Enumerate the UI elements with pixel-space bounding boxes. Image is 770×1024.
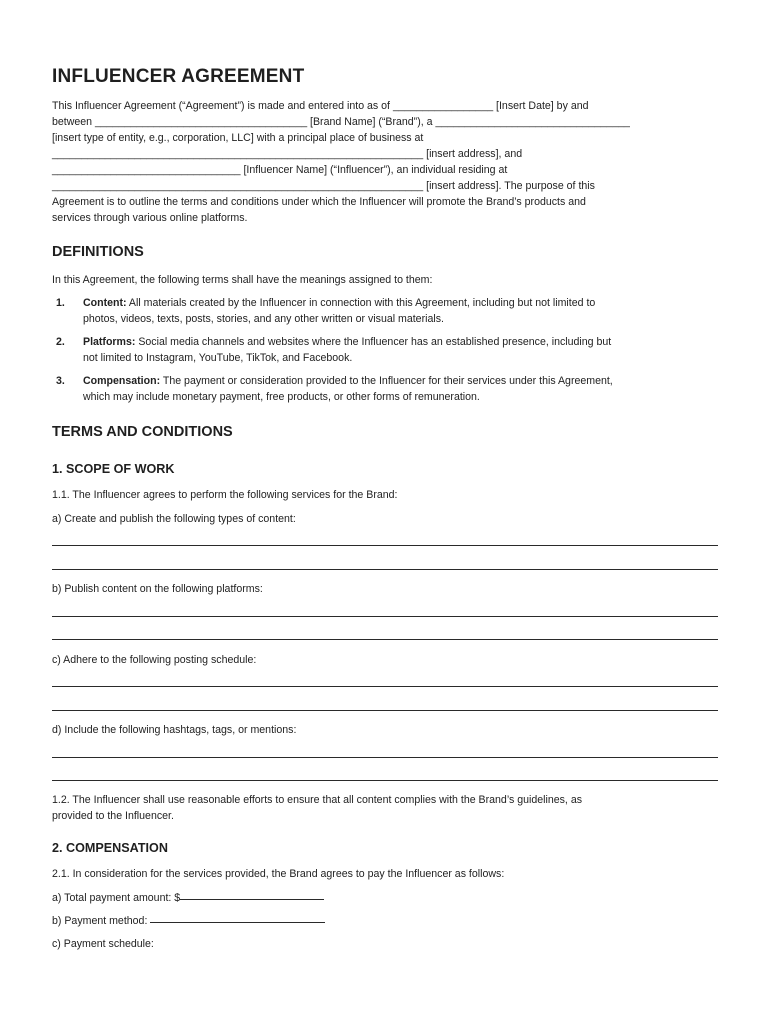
compensation-heading: 2. COMPENSATION xyxy=(52,841,168,855)
scope-item-d: d) Include the following hashtags, tags, or mentions: xyxy=(52,724,297,736)
definition-text: All materials created by the Influencer in connection with this Agreement, including but not limited to xyxy=(126,297,596,309)
document-title: INFLUENCER AGREEMENT xyxy=(52,66,305,87)
intro-line: ________________________________ [Influencer Name] (“Influencer”), an individual residing at xyxy=(52,164,508,176)
scope-clause-1-2 xyxy=(52,792,582,824)
scope-item-a: a) Create and publish the following types of content: xyxy=(52,513,296,525)
intro-line: [insert type of entity, e.g., corporation, LLC] with a principal place of business at xyxy=(52,132,424,144)
terms-heading: TERMS AND CONDITIONS xyxy=(52,424,233,440)
fill-in-line[interactable] xyxy=(52,780,718,781)
fill-in-line[interactable] xyxy=(52,757,718,758)
definition-number: 1. xyxy=(56,297,65,309)
scope-clause-1-1: 1.1. The Influencer agrees to perform the following services for the Brand: xyxy=(52,489,398,501)
definitions-lead: In this Agreement, the following terms shall have the meanings assigned to them: xyxy=(52,274,433,286)
payment-method-row xyxy=(52,913,325,929)
intro-paragraph xyxy=(52,98,712,226)
fill-in-line[interactable] xyxy=(52,639,718,640)
definition-text: Social media channels and websites where the Influencer has an established presence, including but xyxy=(135,336,612,348)
definition-term: Content: xyxy=(83,297,127,309)
clause-line: provided to the Influencer. xyxy=(52,810,174,822)
intro-line: between ____________________________________ [Brand Name] (“Brand”), a _________________________________ xyxy=(52,116,630,128)
fill-in-line[interactable] xyxy=(52,545,718,546)
fill-in-line[interactable] xyxy=(52,710,718,711)
payment-amount-label: a) Total payment amount: $ xyxy=(52,892,181,904)
payment-method-label: b) Payment method: xyxy=(52,915,151,927)
definition-number: 2. xyxy=(56,336,65,348)
fill-in-line[interactable] xyxy=(52,686,718,687)
fill-in-line[interactable] xyxy=(52,569,718,570)
intro-line: This Influencer Agreement (“Agreement”) is made and entered into as of _________________ [Insert Date] by and xyxy=(52,100,589,112)
scope-heading: 1. SCOPE OF WORK xyxy=(52,462,175,476)
fill-in-line[interactable] xyxy=(52,616,718,617)
intro-line: services through various online platforms. xyxy=(52,212,248,224)
payment-schedule-label: c) Payment schedule: xyxy=(52,938,154,950)
definition-term: Platforms: xyxy=(83,336,136,348)
definition-number: 3. xyxy=(56,375,65,387)
definition-term: Compensation: xyxy=(83,375,161,387)
payment-amount-field[interactable] xyxy=(180,899,324,900)
clause-line: 1.2. The Influencer shall use reasonable efforts to ensure that all content complies with the Brand’s guidelines, as xyxy=(52,794,583,806)
intro-line: Agreement is to outline the terms and conditions under which the Influencer will promote the Brand’s products and xyxy=(52,196,586,208)
payment-amount-row xyxy=(52,890,324,906)
definition-text: The payment or consideration provided to the Influencer for their services under this Agreement, xyxy=(160,375,613,387)
intro-line: _______________________________________________________________ [insert address]. The purpose of this xyxy=(52,180,595,192)
scope-item-b: b) Publish content on the following platforms: xyxy=(52,583,263,595)
compensation-clause-2-1: 2.1. In consideration for the services provided, the Brand agrees to pay the Influencer as follows: xyxy=(52,868,505,880)
intro-line: _______________________________________________________________ [insert address], and xyxy=(52,148,523,160)
scope-item-c: c) Adhere to the following posting schedule: xyxy=(52,654,257,666)
definition-text: not limited to Instagram, YouTube, TikTok, and Facebook. xyxy=(83,352,353,364)
definition-text: photos, videos, texts, posts, stories, and any other written or visual materials. xyxy=(83,313,444,325)
definitions-heading: DEFINITIONS xyxy=(52,244,144,260)
payment-method-field[interactable] xyxy=(150,922,325,923)
definition-text: which may include monetary payment, free products, or other forms of remuneration. xyxy=(83,391,480,403)
